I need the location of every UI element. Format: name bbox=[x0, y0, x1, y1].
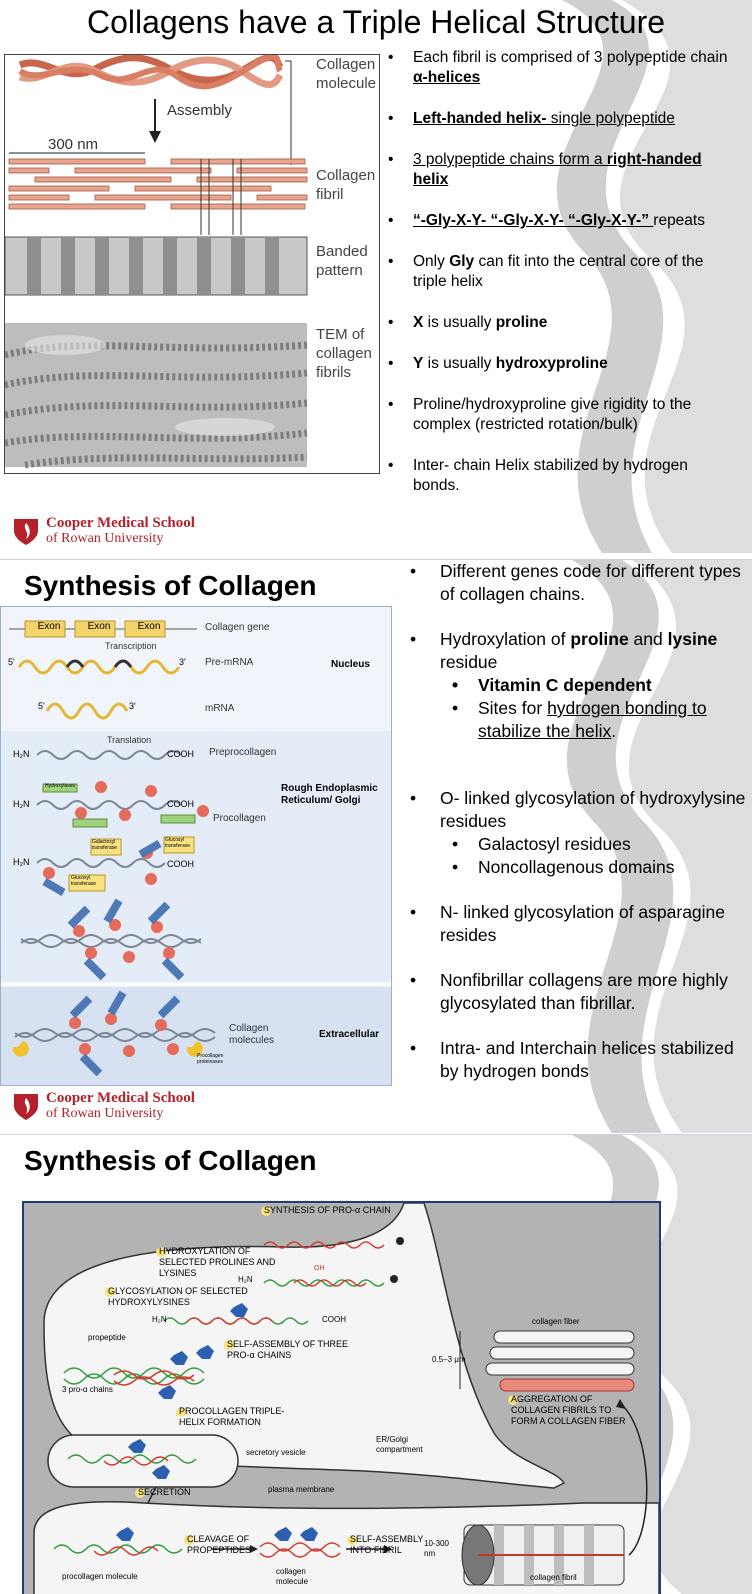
synthesis-diagram bbox=[0, 606, 392, 1086]
step-8: SELF-ASSEMBLY INTO FIBRIL bbox=[350, 1534, 424, 1555]
label-scale: 300 nm bbox=[48, 136, 99, 153]
bullet-1: • Different genes code for different types of collagen chains. bbox=[410, 560, 748, 606]
label-collagen-molecules: Collagen molecules bbox=[229, 1023, 275, 1046]
bullet-5: • Only Gly can fit into the central core of the triple helix bbox=[388, 252, 738, 292]
label-collagen-fibril: Collagen fibril bbox=[316, 167, 376, 203]
label-propeptide: propeptide bbox=[88, 1333, 126, 1342]
bullet-3: • O- linked glycosylation of hydroxylysine residues • Galactosyl residues • Noncollagenous domains bbox=[410, 787, 748, 879]
label-collagen-fibril: collagen fibril bbox=[530, 1573, 577, 1582]
bullet-4: • N- linked glycosylation of asparagine resides bbox=[410, 901, 748, 947]
logo-line-2: of Rowan University bbox=[46, 1106, 164, 1121]
logo-line-2: of Rowan University bbox=[46, 531, 164, 546]
label-oh: OH bbox=[314, 1265, 325, 1272]
label-collagen-molecule: collagen molecule bbox=[276, 1567, 309, 1586]
label-h2n-a: H₂N bbox=[238, 1275, 253, 1284]
slide-title: Collagens have a Triple Helical Structure bbox=[86, 4, 666, 40]
school-logo bbox=[12, 1090, 195, 1122]
school-logo bbox=[12, 515, 195, 547]
label-assembly: Assembly bbox=[167, 102, 233, 119]
label-h2n-2: H₂N bbox=[13, 799, 30, 809]
step-3: GLYCOSYLATION OF SELECTED HYDROXYLYSINES bbox=[108, 1286, 248, 1307]
label-er-golgi: ER/Golgi compartment bbox=[376, 1435, 423, 1454]
sub-bullet-hydrogen: • Sites for hydrogen bonding to stabilize the helix. bbox=[440, 697, 748, 743]
label-collagen-gene: Collagen gene bbox=[205, 622, 270, 633]
label-preprocollagen: Preprocollagen bbox=[209, 747, 277, 758]
bullet-2: • Hydroxylation of proline and lysine residue • Vitamin C dependent • Sites for hydrogen bonding to stabilize the helix. bbox=[410, 628, 748, 743]
label-galactosyl: Galactosyl transferase bbox=[92, 839, 118, 851]
exon-3: Exon bbox=[137, 621, 161, 632]
bullet-8: • Proline/hydroxyproline give rigidity to the complex (restricted rotation/bulk) bbox=[388, 395, 738, 435]
label-mrna: mRNA bbox=[205, 703, 235, 714]
label-collagen-molecule: Collagen molecule bbox=[316, 56, 377, 92]
slide-1 bbox=[0, 0, 752, 553]
bullet-2: • Left-handed helix- single polypeptide bbox=[388, 109, 738, 129]
exon-2: Exon bbox=[87, 621, 111, 632]
label-rer: Rough Endoplasmic Reticulum/ Golgi bbox=[281, 783, 378, 806]
slide-2-bullets bbox=[410, 560, 748, 1105]
label-pre-mrna: Pre-mRNA bbox=[205, 657, 254, 668]
exon-1: Exon bbox=[37, 621, 61, 632]
collagen-molecule-illustration bbox=[20, 56, 280, 86]
slide-1-bullets bbox=[388, 48, 738, 517]
collagen-pathway-diagram bbox=[22, 1201, 661, 1594]
bullet-7: • Y is usually hydroxyproline bbox=[388, 354, 738, 374]
bullet-3: • 3 polypeptide chains form a right-handed helix bbox=[388, 150, 738, 190]
slide-title: Synthesis of Collagen bbox=[24, 570, 317, 601]
flame-shield-icon bbox=[12, 1090, 40, 1122]
label-3-prime-b: 3' bbox=[129, 701, 136, 711]
label-procollagen-proteinases: Procollagen proteinases bbox=[197, 1053, 224, 1065]
label-procollagen: Procollagen bbox=[213, 813, 266, 824]
bullet-6: • X is usually proline bbox=[388, 313, 738, 333]
label-secretory-vesicle: secretory vesicle bbox=[246, 1448, 306, 1457]
label-nucleus: Nucleus bbox=[331, 659, 370, 670]
label-glucosyl-2: Glucosyl transferase bbox=[71, 875, 97, 887]
flame-shield-icon bbox=[12, 515, 40, 547]
label-collagen-fiber: collagen fiber bbox=[532, 1317, 580, 1326]
logo-line-1: Cooper Medical School bbox=[46, 1090, 195, 1106]
step-2: HYDROXYLATION OF SELECTED PROLINES AND LYSINES bbox=[159, 1246, 276, 1278]
label-h2n-b: H₂N bbox=[152, 1315, 167, 1324]
label-hydroxylases-1: Hydroxylases bbox=[45, 783, 76, 789]
step-5: PROCOLLAGEN TRIPLE-HELIX FORMATION bbox=[179, 1406, 285, 1427]
step-1: SYNTHESIS OF PRO-α CHAIN bbox=[264, 1205, 391, 1215]
label-cooh: COOH bbox=[322, 1315, 346, 1324]
label-cooh-3: COOH bbox=[167, 859, 194, 869]
step-4: SELF-ASSEMBLY OF THREE PRO-α CHAINS bbox=[227, 1339, 349, 1360]
label-5-prime-b: 5' bbox=[38, 701, 45, 711]
label-cooh-2: COOH bbox=[167, 799, 194, 809]
slide-2 bbox=[0, 560, 752, 1133]
label-cooh-1: COOH bbox=[167, 749, 194, 759]
label-procollagen-molecule: procollagen molecule bbox=[62, 1572, 138, 1581]
label-tem: TEM of collagen fibrils bbox=[316, 326, 372, 381]
step-9: AGGREGATION OF COLLAGEN FIBRILS TO FORM A COLLAGEN FIBER bbox=[511, 1394, 626, 1426]
label-banded-pattern: Banded pattern bbox=[316, 243, 368, 279]
step-7: CLEAVAGE OF PROPEPTIDES bbox=[187, 1534, 252, 1555]
bullet-6: • Intra- and Interchain helices stabilized by hydrogen bonds bbox=[410, 1037, 748, 1083]
label-extracellular: Extracellular bbox=[319, 1029, 380, 1040]
label-translation: Translation bbox=[107, 735, 152, 745]
label-glucosyl-1: Glucosyl transferase bbox=[165, 837, 191, 849]
bullet-5: • Nonfibrillar collagens are more highly glycosylated than fibrillar. bbox=[410, 969, 748, 1015]
label-h2n-3: H₂N bbox=[13, 857, 30, 867]
label-3-prime-a: 3' bbox=[179, 657, 186, 667]
step-6: SECRETION bbox=[138, 1487, 191, 1497]
slide-title: Synthesis of Collagen bbox=[24, 1145, 317, 1176]
bullet-9: • Inter- chain Helix stabilized by hydrogen bonds. bbox=[388, 456, 738, 496]
sub-bullet-galactosyl: • Galactosyl residues bbox=[440, 833, 748, 856]
label-plasma-membrane: plasma membrane bbox=[268, 1485, 335, 1494]
triple-helix-diagram bbox=[4, 54, 380, 474]
label-transcription: Transcription bbox=[105, 641, 157, 651]
bullet-4: • “-Gly-X-Y- “-Gly-X-Y- “-Gly-X-Y-” repeats bbox=[388, 211, 738, 231]
label-h2n-1: H₂N bbox=[13, 749, 30, 759]
sub-bullet-vitamin-c: • Vitamin C dependent bbox=[440, 674, 748, 697]
label-5-prime-a: 5' bbox=[8, 657, 15, 667]
sub-bullet-noncollagenous: • Noncollagenous domains bbox=[440, 856, 748, 879]
bullet-1: • Each fibril is comprised of 3 polypeptide chain α-helices bbox=[388, 48, 738, 88]
label-fibril-size: 10-300 nm bbox=[424, 1539, 449, 1558]
label-pro-chains: 3 pro-α chains bbox=[62, 1385, 113, 1394]
logo-line-1: Cooper Medical School bbox=[46, 515, 195, 531]
label-fiber-size: 0.5–3 μm bbox=[432, 1355, 466, 1364]
slide-3 bbox=[0, 1135, 752, 1594]
